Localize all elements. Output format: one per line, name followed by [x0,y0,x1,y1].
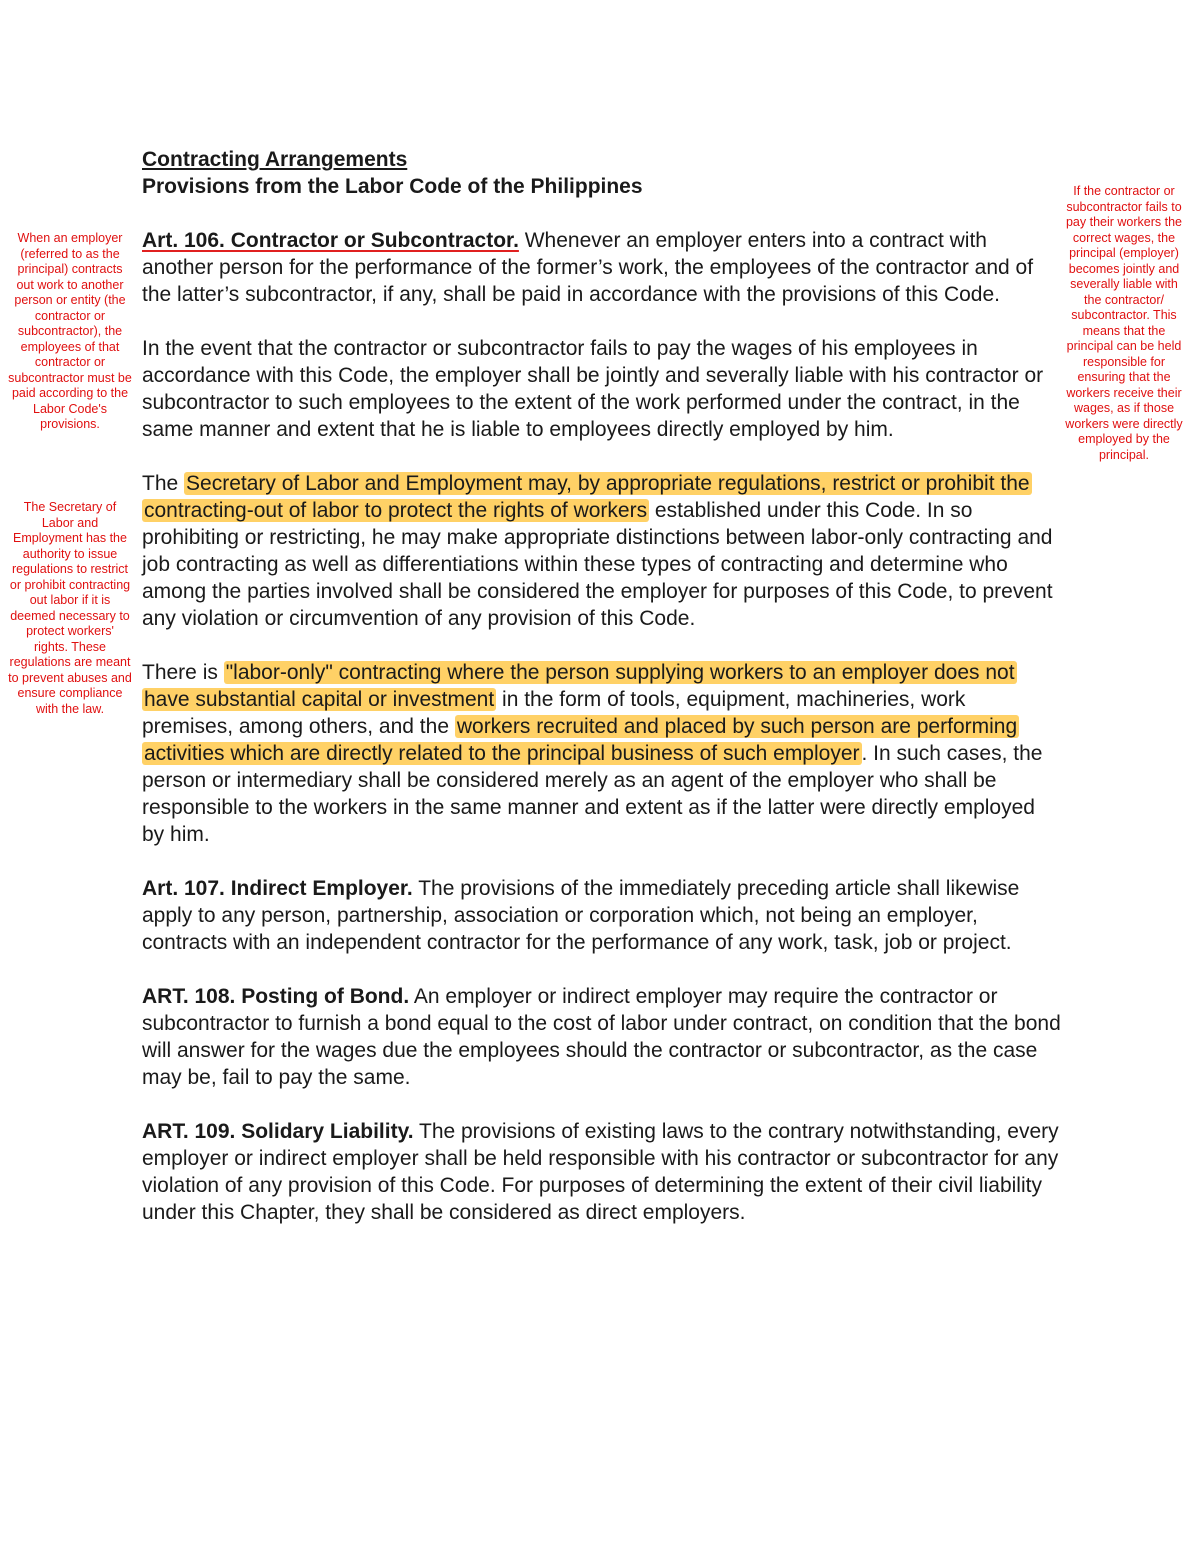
document-subtitle: Provisions from the Labor Code of the Philippines [142,175,643,198]
highlight-workers-recruited: workers recruited and placed by such person are performing activities which are directly related to the principal business of such employer [144,715,1018,765]
art106-p4-post: . In such cases, the person or intermediary shall be considered merely as an agent of the employer who shall be responsible to the workers in the same manner and extent as if the latter were directly employed by him. [142,742,1043,846]
art106-paragraph-4 [142,659,1062,848]
art107-heading: Art. 107. Indirect Employer. [142,877,413,900]
margin-note-principal-contracting: When an employer (referred to as the principal) contracts out work to another person or entity (the contractor or subcontractor), the employees of that contractor or subcontractor must be paid according to the Labor Code's provisions. [8,231,132,431]
margin-note-joint-liability: If the contractor or subcontractor fails to pay their workers the correct wages, the principal (employer) becomes jointly and severally liable with the contractor/ subcontractor. This means that the principal can be held responsible for ensuring that the workers receive their wages, as if those workers were directly employed by the principal. [1065,184,1183,462]
art107-paragraph [142,875,1062,956]
art106-p3-post: established under this Code. In so prohibiting or restricting, he may make appropriate distinctions between labor-only contracting and job contracting as well as differentiations within these types of contracting and determine who among the parties involved shall be considered the employer for purposes of this Code, to prevent any violation or circumvention of any provision of this Code. [142,499,1053,630]
art106-paragraph-3 [142,470,1062,632]
art106-p1-text: Whenever an employer enters into a contract with another person for the performance of the former’s work, the employees of the contractor and of the latter’s subcontractor, if any, shall be paid in accordance with the provisions of this Code. [142,229,1034,306]
art109-heading: ART. 109. Solidary Liability. [142,1120,414,1143]
margin-note-secretary-authority: The Secretary of Labor and Employment has the authority to issue regulations to restrict or prohibit contracting out labor if it is deemed necessary to protect workers' rights. These regulations are meant to prevent abuses and ensure compliance with the law. [8,500,132,716]
art107-text: The provisions of the immediately preceding article shall likewise apply to any person, partnership, association or corporation which, not being an employer, contracts with an independent contractor for the performance of any work, task, job or project. [142,877,1020,954]
art108-paragraph [142,983,1062,1091]
art108-text: An employer or indirect employer may require the contractor or subcontractor to furnish a bond equal to the cost of labor under contract, on condition that the bond will answer for the wages due the employees should the contractor or subcontractor, as the case may be, fail to pay the same. [142,985,1061,1089]
art108-heading: ART. 108. Posting of Bond. [142,985,410,1008]
art106-p4-mid: in the form of tools, equipment, machineries, work premises, among others, and the [142,688,966,738]
highlight-labor-only-definition: "labor-only" contracting where the person supplying workers to an employer does not have substantial capital or investment [144,661,1015,711]
document-title: Contracting Arrangements [142,148,408,171]
art106-paragraph-2: In the event that the contractor or subcontractor fails to pay the wages of his employees in accordance with this Code, the employer shall be jointly and severally liable with his contractor or subcontractor to such employees to the extent of the work performed under the contract, in the same manner and extent that he is liable to employees directly employed by him. [142,337,1044,441]
art106-p3-pre: The [142,472,185,495]
art109-text: The provisions of existing laws to the contrary notwithstanding, every employer or indirect employer shall be held responsible with his contractor or subcontractor for any violation of any provision of this Code. For purposes of determining the extent of their civil liability under this Chapter, they shall be considered as direct employers. [142,1120,1059,1224]
art106-paragraph-1 [142,227,1062,308]
highlight-secretary-authority: Secretary of Labor and Employment may, by appropriate regulations, restrict or prohibit the contracting-out of labor to protect the rights of workers [144,472,1030,522]
art106-heading: Art. 106. Contractor or Subcontractor. [142,229,519,252]
document-body [142,146,1062,1253]
art109-paragraph [142,1118,1062,1226]
art106-p4-pre: There is [142,661,224,684]
